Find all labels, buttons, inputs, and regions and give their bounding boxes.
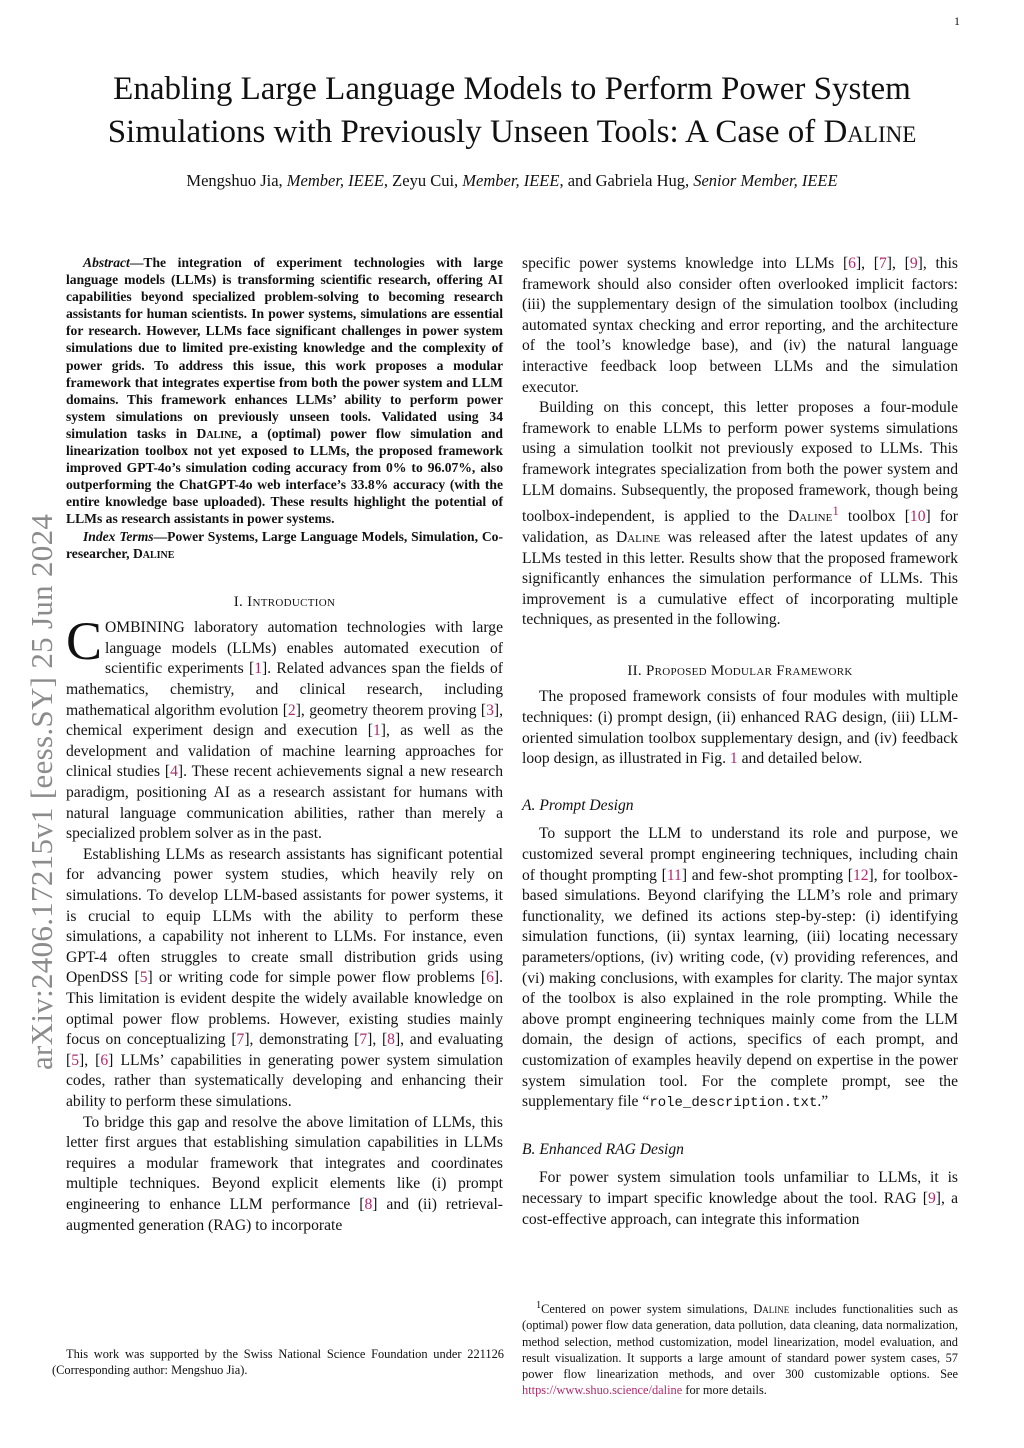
text: ], demonstrating [ <box>244 1031 360 1049</box>
text: ], [ <box>886 255 910 272</box>
abstract-label: Abstract <box>83 255 130 270</box>
text: includes functionalities such as (optimal) power flow data generation, data pollution, data cleaning, data normalization, method selection, method customization, model linearization, model evaluation, and result visualization. It supports a large amount of standard power system cases, 57 power flow linearization methods, and over 300 customizable options. See <box>522 1302 958 1381</box>
rag-design-paragraph <box>522 1168 958 1230</box>
text: ]. Related advances span the fields of mathematics, chemistry, and clinical research, including mathematical algorithm evolution [ <box>66 660 503 719</box>
text: ] or writing code for simple power flow problems [ <box>147 969 487 987</box>
index-terms <box>66 528 503 562</box>
text: specific power systems knowledge into LLMs [ <box>522 255 849 272</box>
toolname: Daline <box>753 1302 790 1317</box>
text: For power system simulation tools unfamiliar to LLMs, it is necessary to impart specific knowledge about the tool. RAG [ <box>522 1169 958 1207</box>
author-name: Zeyu Cui, <box>392 171 463 190</box>
citation-link[interactable]: 1 <box>373 722 381 740</box>
daline-footnote-text <box>522 1298 958 1398</box>
footnote-marker[interactable]: 1 <box>832 503 839 519</box>
citation-link[interactable]: 2 <box>287 701 296 719</box>
text: ], [ <box>79 1051 101 1069</box>
text: was released after the latest updates of any LLMs tested in this letter. Results show that the proposed framework significantly enhances the simulation performance of LLMs. This improvement is a cumulative effect of incorporating multiple techniques, as presented in the following. <box>522 528 958 629</box>
citation-link[interactable]: 11 <box>666 866 682 884</box>
text: ]. These recent achievements signal a new research paradigm, positioning AI as a research assistant for humans with natural language communication abilities, rather than merely a specialized problem solver as in the past. <box>66 763 503 843</box>
citation-link[interactable]: 6 <box>848 255 856 272</box>
text: .” <box>817 1093 829 1111</box>
author-separator: , and <box>559 171 596 190</box>
citation-link[interactable]: 8 <box>364 1195 373 1213</box>
section-title: Proposed Modular Framework <box>646 662 853 679</box>
text: for more details. <box>682 1383 767 1398</box>
text: To support the LLM to understand its role and purpose, we customized several prompt engineering techniques, including chain of thought prompting [ <box>522 825 958 884</box>
text: Establishing LLMs as research assistants has significant potential for advancing power system studies, which heavily rely on simulations. To develop LLM-based assistants for power systems, it is crucial to equip LLMs with the ability to perform these simulations, a capability not inherent to LLMs. For instance, even GPT-4 often struggles to create small distribution grids using OpenDSS [ <box>66 845 503 987</box>
toolname: Daline <box>615 528 661 546</box>
text: ] for validation, as <box>522 508 958 546</box>
citation-link[interactable]: 4 <box>170 763 178 781</box>
text: toolbox [ <box>838 508 910 526</box>
intro-paragraph-3-continued <box>522 254 958 398</box>
citation-link[interactable]: 5 <box>139 969 148 987</box>
text: ] LLMs’ capabilities in generating power system simulation codes, rather than systematically developing and enhancing their ability to perform these simulations. <box>66 1051 504 1110</box>
text: and detailed below. <box>737 750 863 768</box>
index-terms-toolname: Daline <box>132 545 175 561</box>
funding-footnote-text: This work was supported by the Swiss National Science Foundation under 221126 (Corresponding author: Mengshuo Jia). <box>52 1347 504 1378</box>
title-toolname: Daline <box>823 114 917 150</box>
text: ], geometry theorem proving [ <box>295 701 487 719</box>
author-role: Member, IEEE <box>462 171 560 190</box>
text: ], and evaluating [ <box>66 1031 504 1069</box>
author-role: Senior Member, IEEE <box>693 171 838 190</box>
intro-paragraph-1 <box>66 611 503 845</box>
paper-title <box>60 68 964 154</box>
filename: role_description.txt <box>649 1095 818 1112</box>
citation-link[interactable]: 7 <box>236 1031 245 1049</box>
author-name: Mengshuo Jia, <box>186 171 287 190</box>
author-list <box>60 170 964 192</box>
citation-link[interactable]: 5 <box>71 1051 79 1069</box>
section-heading-introduction <box>66 592 503 613</box>
abstract <box>66 254 503 528</box>
page-number: 1 <box>954 14 960 28</box>
citation-link[interactable]: 9 <box>909 255 918 272</box>
citation-link[interactable]: 9 <box>928 1189 936 1207</box>
citation-link[interactable]: 6 <box>100 1051 109 1069</box>
text: ], a cost-effective approach, can integrate this information <box>522 1189 958 1228</box>
section-number: II. <box>627 662 647 679</box>
arxiv-identifier-stamp: arXiv:2406.17215v1 [eess.SY] 25 Jun 2024 <box>24 513 59 1070</box>
author-name: Gabriela Hug, <box>595 171 694 190</box>
prompt-design-paragraph <box>522 824 958 1113</box>
daline-footnote <box>522 1298 958 1398</box>
text: ], chemical experiment design and execution [ <box>66 701 503 740</box>
right-column <box>522 254 958 1230</box>
text: Centered on power system simulations, <box>541 1302 754 1317</box>
text: ] and (ii) retrieval-augmented generation (RAG) to incorporate <box>66 1195 503 1234</box>
subsection-heading-rag-design: B. Enhanced RAG Design <box>522 1140 684 1158</box>
intro-paragraph-4 <box>522 398 958 631</box>
citation-link[interactable]: 1 <box>254 660 262 678</box>
text: ], as well as the development and validation of machine learning approaches for clinical studies [ <box>66 722 503 781</box>
index-terms-label: Index Terms <box>83 528 154 544</box>
text: ], for toolbox-based simulations. Beyond clarifying the LLM’s role and primary functionality, we defined its actions step-by-step: (i) identifying simulation functions, (ii) syntax learning, (iii) locating necessary parameters/options, (iv) writing code, (v) providing references, and (vi) making conclusions, with examples for clarity. The major syntax of the toolbox is also explained in the role prompting. While the above prompt engineering techniques mainly come from the LLM domain, the design of actions, specifics of each prompt, and customization of examples heavily depend on expertise in the power system simulation tool. For the complete prompt, see the supplementary file “ <box>522 866 959 1111</box>
section-number: I. <box>233 593 248 610</box>
footnote-mark: 1 <box>536 1300 542 1311</box>
abstract-text: —The integration of experiment technologies with large language models (LLMs) is transforming scientific research, offering AI capabilities beyond specialized problem-solving to becoming research assistants for human scientists. In power systems, simulations are essential for research. However, LLMs face significant challenges in power system simulations due to limited pre-existing knowledge and the complexity of power grids. To address this issue, this work proposes a modular framework that integrates expertise from both the power system and LLM domains. This framework enhances LLMs’ ability to perform power system simulations on previously unseen tools. Validated using 34 simulation tasks in <box>66 255 503 441</box>
text: ], this framework should also consider often overlooked implicit factors: (iii) the supplementary design of the simulation toolbox (including automated syntax checking and error reporting, and the architecture of the tool’s knowledge base), and (iv) the natural language interactive feedback loop between LLMs and the simulation executor. <box>522 255 958 396</box>
text: Building on this concept, this letter proposes a four-module framework to enable LLMs to perform power systems simulations using a simulation toolkit not previously exposed to LLMs. This framework integrates specialization from both the power system and LLM domains. Subsequently, the proposed framework, though being toolbox-independent, is applied to the <box>522 399 958 526</box>
text: ], [ <box>367 1031 388 1049</box>
title-line-1: Enabling Large Language Models to Perform Power System <box>113 71 911 107</box>
text: ]. This limitation is evident despite the widely available knowledge on optimal power flow problems. However, existing studies mainly focus on conceptualizing [ <box>66 969 503 1049</box>
subsection-heading-prompt-design: A. Prompt Design <box>522 796 634 814</box>
citation-link[interactable]: 10 <box>909 508 926 526</box>
abstract-text-continued: , a (optimal) power flow simulation and linearization toolbox not yet exposed to LLMs, the proposed framework improved GPT-4o’s simulation coding accuracy from 0% to 96.07%, also outperforming the ChatGPT-4o web interface’s 33.8% accuracy (with the entire knowledge base uploaded). These results highlight the potential of LLMs as research assistants in power systems. <box>66 425 503 527</box>
citation-link[interactable]: 12 <box>852 866 869 884</box>
citation-link[interactable]: 8 <box>387 1031 395 1049</box>
drop-cap: C <box>66 611 103 672</box>
intro-paragraph-2 <box>66 845 503 1113</box>
text: OMBINING laboratory automation technologies with large language models (LLMs) enables automated execution of scientific experiments [ <box>105 619 503 678</box>
daline-url-link[interactable]: https://www.shuo.science/daline <box>522 1383 683 1398</box>
framework-paragraph-1 <box>522 687 958 769</box>
figure-link[interactable]: 1 <box>729 750 738 768</box>
citation-link[interactable]: 7 <box>879 255 887 272</box>
citation-link[interactable]: 3 <box>486 701 494 719</box>
citation-link[interactable]: 6 <box>486 969 494 987</box>
abstract-toolname: Daline <box>196 425 239 441</box>
text: To bridge this gap and resolve the above limitation of LLMs, this letter first argues that establishing simulation capabilities in LLMs requires a modular framework that integrates and coordinates multiple techniques. Beyond explicit elements like (i) prompt engineering to enhance LLM performance [ <box>66 1113 503 1213</box>
text: ] and few-shot prompting [ <box>681 866 853 884</box>
section-heading-framework <box>522 661 958 682</box>
intro-paragraph-3 <box>66 1113 503 1237</box>
text: The proposed framework consists of four modules with multiple techniques: (i) prompt design, (ii) enhanced RAG design, (iii) LLM-oriented simulation toolbox supplementary design, and (iv) feedback loop design, as illustrated in Fig. <box>522 688 958 768</box>
author-role: Member, IEEE <box>286 171 384 190</box>
text: ], [ <box>855 255 879 272</box>
citation-link[interactable]: 7 <box>359 1031 368 1049</box>
author-separator: , <box>383 171 393 190</box>
toolname: Daline <box>788 508 833 526</box>
left-column <box>66 254 503 1236</box>
section-title: Introduction <box>247 593 336 610</box>
title-line-2: Simulations with Previously Unseen Tools: A Case of <box>107 114 824 150</box>
funding-footnote <box>52 1346 504 1378</box>
index-terms-text: —Power Systems, Large Language Models, Simulation, Co-researcher, <box>66 528 504 561</box>
